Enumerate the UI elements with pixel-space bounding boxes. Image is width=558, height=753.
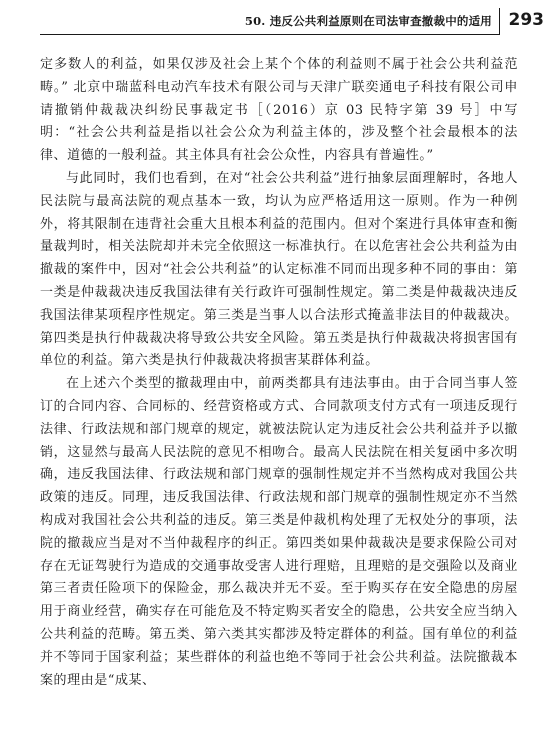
paragraph: 与此同时，我们也看到，在对“社会公共利益”进行抽象层面理解时，各地人民法院与最高法院的观点基本一致，均认为应严格适用这一原则。作为一种例外，将其限制在违背社会重大且根本利益的范围内。但对个案进行具体审查和衡量裁判时，相关法院却并未完全依照这一标准执行。在以危害社会公共利益为由撤裁的案件中，因对“社会公共利益”的认定标准不同而出现多种不同的事由：第一类是仲裁裁决违反我国法律有关行政许可强制性规定。第二类是仲裁裁决违反我国法律某项程序性规定。第三类是当事人以合法形式掩盖非法目的仲裁裁决。第四类是执行仲裁裁决将导致公共安全风险。第五类是执行仲裁裁决将损害国有单位的利益。第六类是执行仲裁裁决将损害某群体利益。 [40, 170, 518, 369]
chapter-title: 50. 违反公共利益原则在司法审查撤裁中的适用 [244, 14, 492, 28]
header-rule [40, 34, 500, 35]
page-number: 293 [508, 10, 544, 30]
paragraph: 在上述六个类型的撤裁理由中，前两类都具有违法事由。由于合同当事人签订的合同内容、合同标的、经营资格或方式、合同款项支付方式有一项违反现行法律、行政法规和部门规章的规定，就被法院认定为违反社会公共利益并予以撤销，这显然与最高人民法院的意见不相吻合。最高人民法院在相关复函中多次明确，违反我国法律、行政法规和部门规章的强制性规定并不当然构成对我国公共政策的违反。同理，违反我国法律、行政法规和部门规章的强制性规定亦不当然构成对我国社会公共利益的违反。第三类是仲裁机构处理了无权处分的事项，法院的撤裁应当是对不当仲裁程序的纠正。第四类如果仲裁裁决是要求保险公司对存在无证驾驶行为造成的交通事故受害人进行理赔，且理赔的是交强险以及商业第三者责任险项下的保险金，那么裁决并无不妥。至于购买存在安全隐患的房屋用于商业经营，确实存在可能危及不特定购买者安全的隐患，公共安全应当纳入公共利益的范畴。第五类、第六类其实都涉及特定群体的利益。国有单位的利益并不等同于国家利益；某些群体的利益也绝不等同于社会公共利益。法院撤裁本案的理由是“成某、 [40, 376, 518, 688]
body-text [40, 54, 518, 692]
running-header [0, 0, 558, 40]
paragraph-continued: 定多数人的利益，如果仅涉及社会上某个个体的利益则不属于社会公共利益范畴。” 北京中瑞蓝科电动汽车技术有限公司与天津广联奕通电子科技有限公司申请撤销仲裁裁决纠纷民事裁定书［（2016）京 03 民特字第 39 号］中写明：“社会公共利益是指以社会公众为利益主体的，涉及整个社会最根本的法律、道德的一般利益。其主体具有社会公众性，内容具有普遍性。” [40, 57, 518, 164]
